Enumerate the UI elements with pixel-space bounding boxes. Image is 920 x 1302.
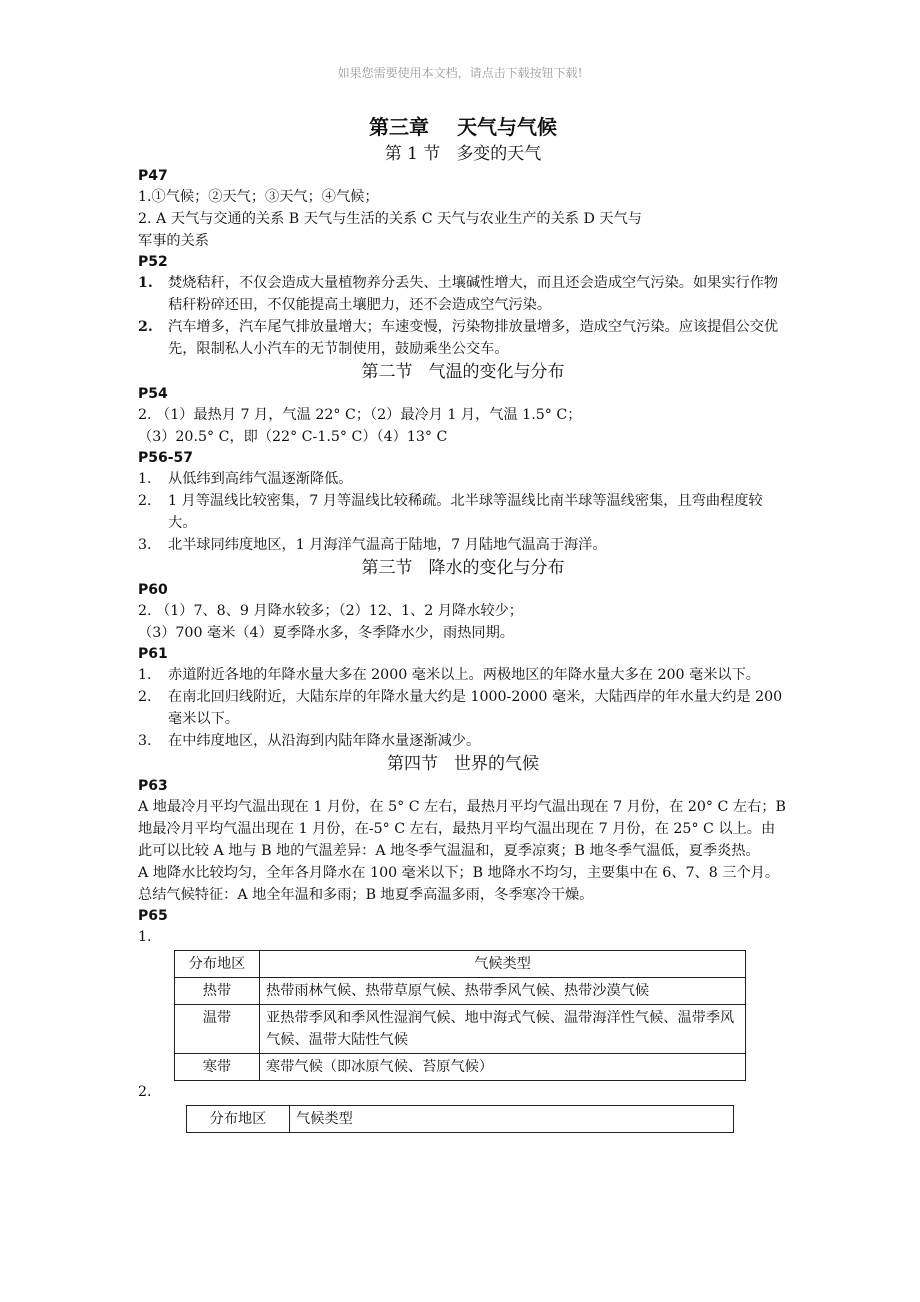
table-cell: 热带雨林气候、热带草原气候、热带季风气候、热带沙漠气候 <box>260 978 746 1005</box>
table-cell: 寒带气候（即冰原气候、苔原气候） <box>260 1054 746 1081</box>
item-number: 3. <box>138 537 152 553</box>
table-header: 分布地区 <box>175 951 260 978</box>
p47-line: 1.①气候；②天气；③天气；④气候； <box>138 189 379 205</box>
table-row <box>175 978 746 1005</box>
p60-line: 2. （1）7、8、9 月降水较多；（2）12、1、2 月降水较少； <box>138 603 523 619</box>
item-text: 从低纬到高纬气温逐渐降低。 <box>168 471 353 487</box>
section-number: 第三节 <box>361 558 413 578</box>
p63-paragraph: 总结气候特征：A 地全年温和多雨；B 地夏季高温多雨，冬季寒冷干燥。 <box>138 887 594 903</box>
list-item <box>138 664 788 686</box>
table-cell: 寒带 <box>175 1054 260 1081</box>
chapter-number: 第三章 <box>369 115 429 139</box>
page-label-p63: P63 <box>138 778 168 794</box>
section-1-title <box>138 142 788 166</box>
section-name: 降水的变化与分布 <box>428 558 565 578</box>
page-label-p61: P61 <box>138 646 168 662</box>
watermark: 如果您需要使用本文档，请点击下载按钮下载! <box>337 66 583 80</box>
section-3-title <box>138 556 788 580</box>
item-number: 1. <box>138 667 152 683</box>
climate-table <box>174 950 746 1081</box>
p63-paragraph: A 地降水比较均匀，全年各月降水在 100 毫米以下；B 地降水不均匀，主要集中在 6、7、8 三个月。 <box>138 865 780 881</box>
page-label-p54: P54 <box>138 386 168 402</box>
item-number: 2. <box>138 689 152 705</box>
item-number: 1. <box>138 275 153 291</box>
p60-line: （3）700 毫米（4）夏季降水多，冬季降水少，雨热同期。 <box>138 625 514 641</box>
item-text: 北半球同纬度地区，1 月海洋气温高于陆地，7 月陆地气温高于海洋。 <box>168 537 607 553</box>
section-name: 气温的变化与分布 <box>428 362 565 382</box>
table-header: 分布地区 <box>187 1106 290 1133</box>
page-label-p47: P47 <box>138 168 168 184</box>
p47-line: 军事的关系 <box>138 233 209 249</box>
item-text: 赤道附近各地的年降水量大多在 2000 毫米以上。两极地区的年降水量大多在 200 毫米以下。 <box>168 667 760 683</box>
section-4-title <box>138 752 788 776</box>
list-item <box>138 534 788 556</box>
item-number: 1. <box>138 471 152 487</box>
item-text: 1 月等温线比较密集，7 月等温线比较稀疏。北半球等温线比南半球等温线密集，且弯曲程度较大。 <box>168 493 763 531</box>
question-number: 2. <box>138 1084 152 1100</box>
section-number: 第四节 <box>387 754 438 774</box>
item-number: 2. <box>138 319 153 335</box>
document-page <box>138 112 788 1133</box>
item-text: 汽车增多，汽车尾气排放量增大；车速变慢，污染物排放量增多，造成空气污染。应该提倡公交优先，限制私人小汽车的无节制使用，鼓励乘坐公交车。 <box>168 319 779 357</box>
p47-line: 2. A 天气与交通的关系 B 天气与生活的关系 C 天气与农业生产的关系 D 天气与 <box>138 211 642 227</box>
chapter-name: 天气与气候 <box>457 115 557 139</box>
p54-line: （3）20.5° C，即（22° C-1.5° C）（4）13° C <box>138 429 448 445</box>
p63-paragraph: A 地最冷月平均气温出现在 1 月份，在 5° C 左右，最热月平均气温出现在 7 月份，在 20° C 左右；B 地最冷月平均气温出现在 1 月份，在-5° C 左右，最热月平均气温出现在 7 月份，在 25° C 以上。由此可以比较 A 地与 B 地的气温差异：A 地冬季气温温和，夏季凉爽；B 地冬季气温低，夏季炎热。 <box>138 799 786 859</box>
page-label-p60: P60 <box>138 582 168 598</box>
section-number: 第二节 <box>361 362 413 382</box>
table-row <box>175 1054 746 1081</box>
table-cell: 热带 <box>175 978 260 1005</box>
table-header-row <box>187 1106 734 1133</box>
table-header: 气候类型 <box>290 1106 734 1133</box>
table-header-row <box>175 951 746 978</box>
list-item <box>138 316 788 360</box>
section-name: 多变的天气 <box>456 144 542 164</box>
table-row <box>175 1005 746 1054</box>
table-header: 气候类型 <box>260 951 746 978</box>
section-name: 世界的气候 <box>454 754 539 774</box>
section-2-title <box>138 360 788 384</box>
item-number: 2. <box>138 493 152 509</box>
list-item <box>138 686 788 730</box>
table-cell: 亚热带季风和季风性湿润气候、地中海式气候、温带海洋性气候、温带季风气候、温带大陆性气候 <box>260 1005 746 1054</box>
list-item <box>138 490 788 534</box>
list-item <box>138 272 788 316</box>
page-label-p56-57: P56-57 <box>138 450 194 466</box>
page-label-p65: P65 <box>138 908 168 924</box>
table-cell: 温带 <box>175 1005 260 1054</box>
list-item <box>138 468 788 490</box>
chapter-title <box>138 112 788 142</box>
question-number: 1. <box>138 929 152 945</box>
p54-line: 2. （1）最热月 7 月，气温 22° C；（2）最冷月 1 月，气温 1.5° C； <box>138 407 582 423</box>
item-text: 在中纬度地区，从沿海到内陆年降水量逐渐减少。 <box>168 733 481 749</box>
list-item <box>138 730 788 752</box>
climate-table-2 <box>186 1105 734 1133</box>
page-label-p52: P52 <box>138 254 168 270</box>
section-number: 第 1 节 <box>384 144 441 164</box>
item-text: 在南北回归线附近，大陆东岸的年降水量大约是 1000-2000 毫米，大陆西岸的年水量大约是 200 毫米以下。 <box>168 689 783 727</box>
item-number: 3. <box>138 733 152 749</box>
item-text: 焚烧秸秆，不仅会造成大量植物养分丢失、土壤碱性增大，而且还会造成空气污染。如果实行作物秸秆粉碎还田，不仅能提高土壤肥力，还不会造成空气污染。 <box>168 275 779 313</box>
